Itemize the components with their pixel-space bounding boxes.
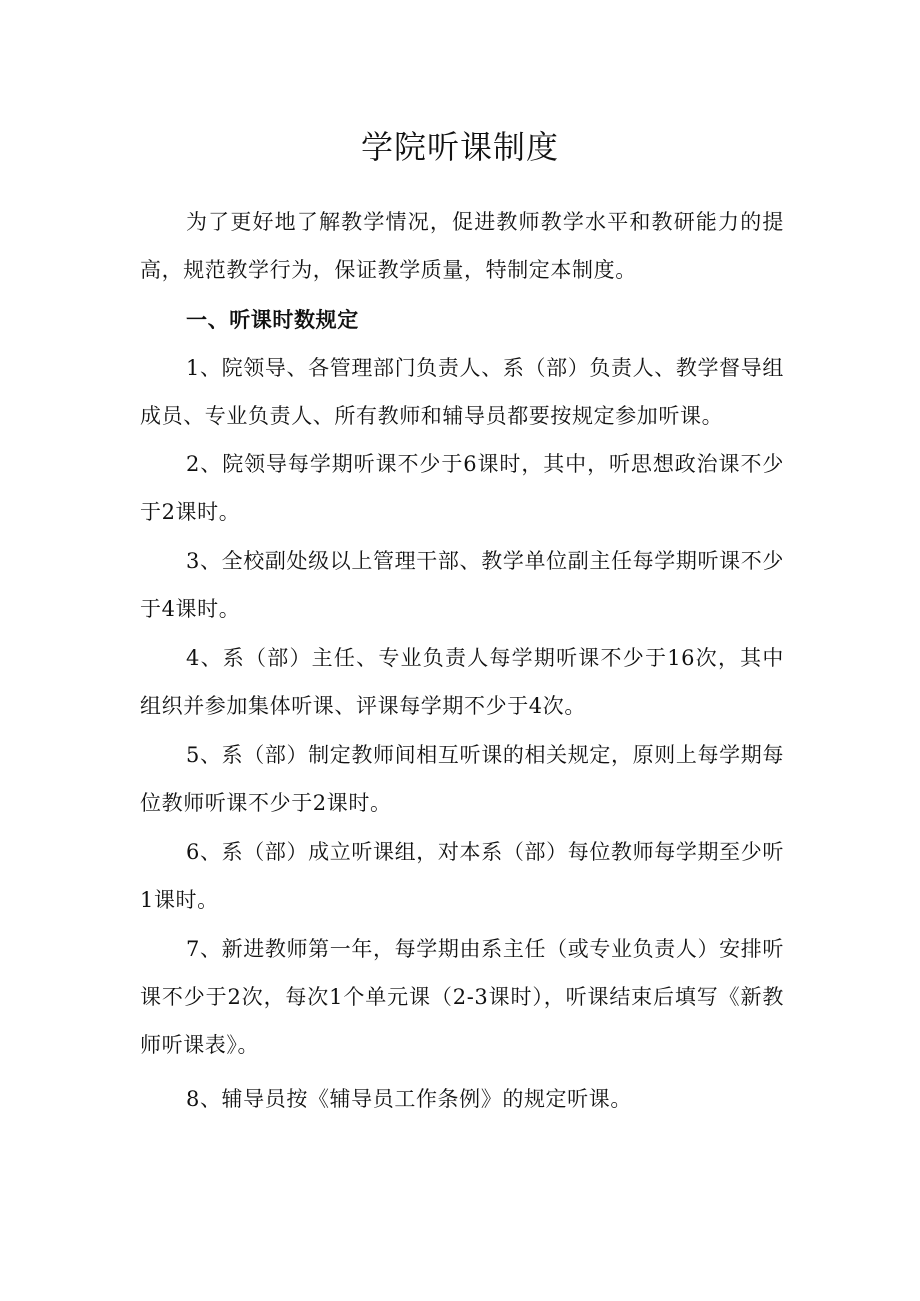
rule-item-3: 3、全校副处级以上管理干部、教学单位副主任每学期听课不少于4课时。 xyxy=(140,549,784,621)
rule-item-8: 8、辅导员按《辅导员工作条例》的规定听课。 xyxy=(186,1087,632,1111)
section-heading: 一、听课时数规定 xyxy=(186,308,359,332)
rule-item-7: 7、新进教师第一年，每学期由系主任（或专业负责人）安排听课不少于2次，每次1个单元课（2-3课时），听课结束后填写《新教师听课表》。 xyxy=(140,937,784,1057)
rule-item-5: 5、系（部）制定教师间相互听课的相关规定，原则上每学期每位教师听课不少于2课时。 xyxy=(140,743,784,815)
rule-item-6: 6、系（部）成立听课组，对本系（部）每位教师每学期至少听1课时。 xyxy=(140,840,784,912)
rule-item-4: 4、系（部）主任、专业负责人每学期听课不少于16次，其中组织并参加集体听课、评课每学期不少于4次。 xyxy=(140,646,784,718)
document-title: 学院听课制度 xyxy=(360,128,559,166)
intro-paragraph: 为了更好地了解教学情况，促进教师教学水平和教研能力的提高，规范教学行为，保证教学质量，特制定本制度。 xyxy=(140,210,784,282)
rule-item-2: 2、院领导每学期听课不少于6课时，其中，听思想政治课不少于2课时。 xyxy=(140,452,784,524)
rule-item-1: 1、院领导、各管理部门负责人、系（部）负责人、教学督导组成员、专业负责人、所有教师和辅导员都要按规定参加听课。 xyxy=(140,356,784,428)
